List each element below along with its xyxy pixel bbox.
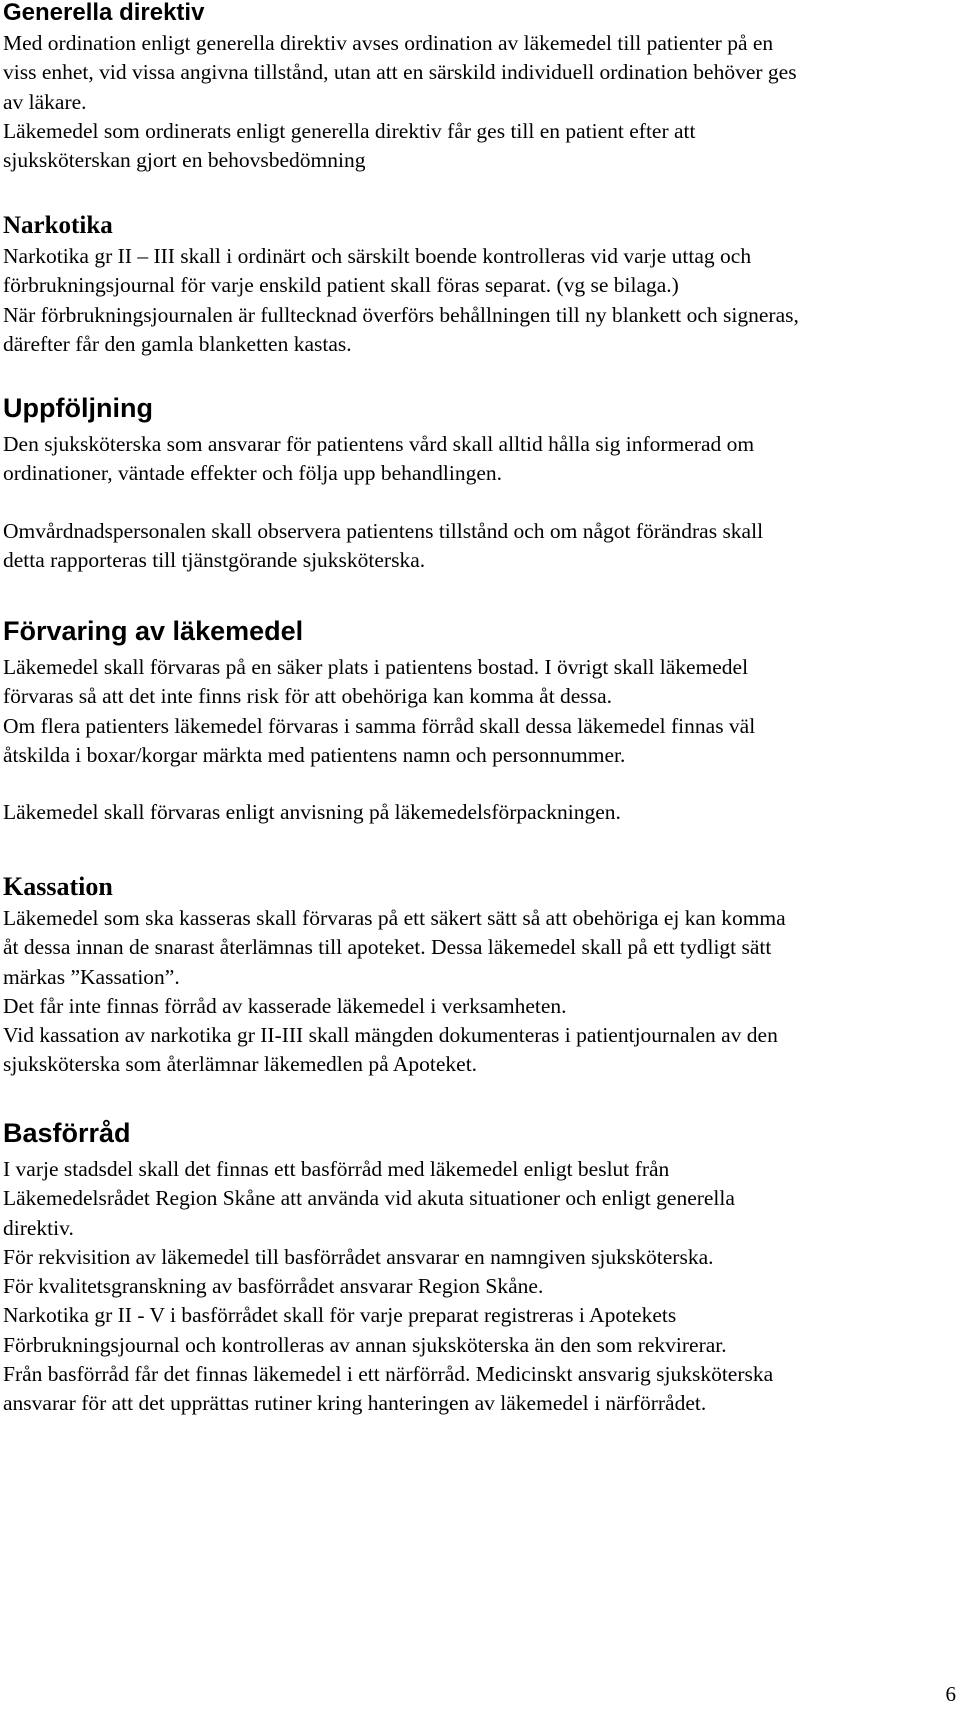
section-narkotika bbox=[3, 212, 799, 359]
section-uppfoljning bbox=[3, 393, 763, 575]
paragraph-uppfoljning-1 bbox=[3, 430, 763, 489]
text-line: detta rapporteras till tjänstgörande sjuksköterska. bbox=[3, 547, 426, 572]
text-line: ansvarar för att det upprättas rutiner kring hanteringen av läkemedel i närförrådet. bbox=[3, 1391, 707, 1416]
text-line: märkas ”Kassation”. bbox=[3, 964, 180, 989]
text-line: För kvalitetsgranskning av basförrådet ansvarar Region Skåne. bbox=[3, 1274, 544, 1299]
paragraph-generella-2 bbox=[3, 117, 797, 176]
section-generella-direktiv bbox=[3, 0, 797, 175]
text-line: I varje stadsdel skall det finnas ett basförråd med läkemedel enligt beslut från bbox=[3, 1157, 670, 1181]
text-line: Om flera patienters läkemedel förvaras i samma förråd skall dessa läkemedel finnas väl bbox=[3, 713, 756, 738]
heading-generella-direktiv: Generella direktiv bbox=[3, 0, 205, 26]
heading-basforrad: Basförråd bbox=[3, 1118, 131, 1148]
paragraph-generella-1 bbox=[3, 29, 797, 117]
text-line: direktiv. bbox=[3, 1215, 74, 1240]
text-line: sjuksköterska som återlämnar läkemedlen på Apoteket. bbox=[3, 1052, 478, 1077]
text-line: Det får inte finnas förråd av kasserade läkemedel i verksamheten. bbox=[3, 993, 567, 1018]
text-line: Narkotika gr II – III skall i ordinärt och särskilt boende kontrolleras vid varje uttag och bbox=[3, 244, 752, 268]
text-line: Läkemedel som ordinerats enligt generella direktiv får ges till en patient efter att bbox=[3, 118, 696, 143]
text-line: viss enhet, vid vissa angivna tillstånd, utan att en särskild individuell ordination behöver ges bbox=[3, 60, 797, 85]
text-line: Förbrukningsjournal och kontrolleras av annan sjuksköterska än den som rekvirerar. bbox=[3, 1332, 727, 1357]
section-basforrad bbox=[3, 1118, 773, 1419]
text-line: sjuksköterskan gjort en behovsbedömning bbox=[3, 148, 366, 173]
text-line: förvaras så att det inte finns risk för att obehöriga kan komma åt dessa. bbox=[3, 684, 612, 709]
paragraph-kassation-1 bbox=[3, 904, 786, 1080]
text-line: av läkare. bbox=[3, 89, 87, 114]
paragraph-forvaring-2 bbox=[3, 798, 755, 827]
paragraph-forvaring-1 bbox=[3, 653, 755, 770]
heading-kassation: Kassation bbox=[3, 872, 113, 901]
text-line: Omvårdnadspersonalen skall observera patientens tillstånd och om något förändras skall bbox=[3, 518, 764, 543]
text-line: För rekvisition av läkemedel till basförrådet ansvarar en namngiven sjuksköterska. bbox=[3, 1244, 714, 1269]
paragraph-narkotika-1 bbox=[3, 242, 799, 359]
text-line: Den sjuksköterska som ansvarar för patientens vård skall alltid hålla sig informerad om bbox=[3, 432, 755, 456]
heading-uppfoljning: Uppföljning bbox=[3, 393, 153, 423]
text-line: åt dessa innan de snarast återlämnas till apoteket. Dessa läkemedel skall på ett tydligt sätt bbox=[3, 935, 772, 960]
text-line: ordinationer, väntade effekter och följa upp behandlingen. bbox=[3, 461, 503, 486]
text-line: Läkemedel skall förvaras på en säker plats i patientens bostad. I övrigt skall läkemedel bbox=[3, 655, 749, 679]
section-forvaring bbox=[3, 616, 755, 827]
text-line: När förbrukningsjournalen är fulltecknad överförs behållningen till ny blankett och signeras, bbox=[3, 302, 799, 327]
heading-narkotika: Narkotika bbox=[3, 212, 113, 239]
text-line: Från basförråd får det finnas läkemedel i ett närförråd. Medicinskt ansvarig sjuksköterska bbox=[3, 1362, 774, 1387]
section-kassation bbox=[3, 872, 786, 1080]
heading-forvaring: Förvaring av läkemedel bbox=[3, 616, 304, 646]
text-line: Läkemedel som ska kasseras skall förvaras på ett säkert sätt så att obehöriga ej kan komma bbox=[3, 906, 786, 930]
paragraph-uppfoljning-2 bbox=[3, 517, 763, 576]
page-number: 6 bbox=[945, 1682, 956, 1706]
text-line: åtskilda i boxar/korgar märkta med patientens namn och personnummer. bbox=[3, 742, 626, 767]
paragraph-basforrad-1 bbox=[3, 1155, 773, 1419]
text-line: Narkotika gr II - V i basförrådet skall för varje preparat registreras i Apotekets bbox=[3, 1303, 677, 1328]
text-line: Med ordination enligt generella direktiv avses ordination av läkemedel till patienter på en bbox=[3, 31, 774, 55]
text-line: förbrukningsjournal för varje enskild patient skall föras separat. (vg se bilaga.) bbox=[3, 273, 679, 298]
text-line: Läkemedel skall förvaras enligt anvisning på läkemedelsförpackningen. bbox=[3, 800, 621, 825]
text-line: Vid kassation av narkotika gr II-III skall mängden dokumenteras i patientjournalen av den bbox=[3, 1023, 778, 1048]
text-line: därefter får den gamla blanketten kastas. bbox=[3, 331, 352, 356]
text-line: Läkemedelsrådet Region Skåne att använda vid akuta situationer och enligt generella bbox=[3, 1186, 735, 1211]
